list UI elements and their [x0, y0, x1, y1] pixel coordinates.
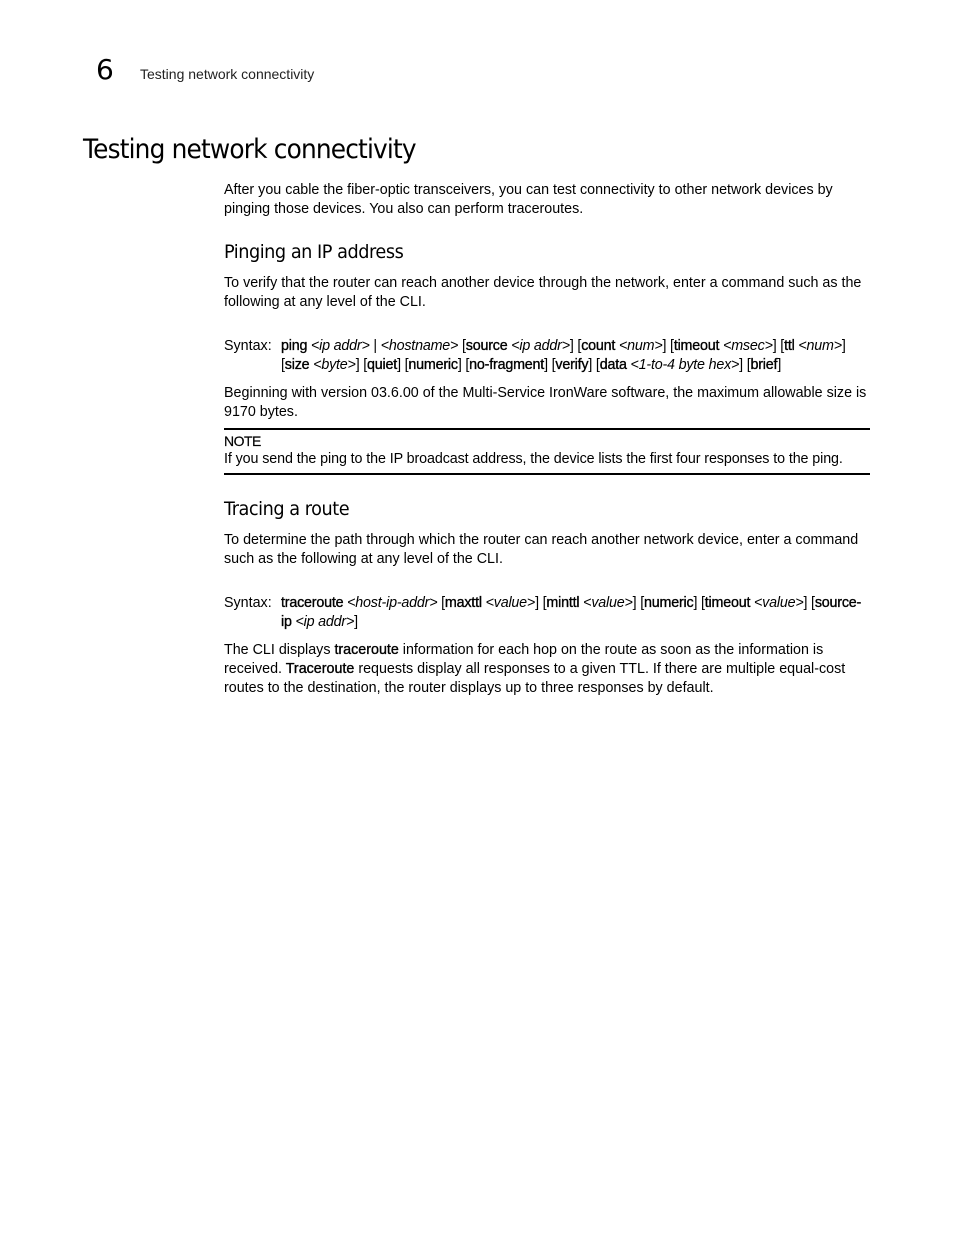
- syntax-text: ]: [777, 357, 782, 373]
- syntax-text: information for each hop on the route as soon as the information is received.: [224, 642, 824, 677]
- command-keyword: minttl: [546, 595, 580, 611]
- trace-section-heading: Tracing a route: [224, 498, 350, 520]
- trace-syntax: [224, 594, 870, 632]
- syntax-text: ] [: [662, 338, 674, 354]
- page-title: Testing network connectivity: [83, 134, 416, 165]
- trace-syntax-body: [281, 594, 870, 632]
- command-keyword: traceroute: [281, 595, 344, 611]
- syntax-text: [: [458, 338, 466, 354]
- syntax-text: ] [: [772, 338, 785, 354]
- command-keyword: maxttl: [444, 595, 482, 611]
- syntax-text: ] [: [739, 357, 751, 373]
- syntax-text: The CLI displays: [224, 642, 335, 658]
- command-keyword: traceroute: [334, 642, 399, 658]
- command-keyword: numeric: [643, 595, 694, 611]
- command-keyword: size: [284, 357, 310, 373]
- syntax-text: ]: [354, 614, 358, 630]
- syntax-text: ] [: [693, 595, 705, 611]
- ping-description: To verify that the router can reach another device through the network, enter a command such as the following at any level of the CLI.: [224, 275, 862, 310]
- ping-section-heading: Pinging an IP address: [224, 241, 404, 263]
- command-keyword: Traceroute: [285, 661, 355, 677]
- syntax-text: ] [: [457, 357, 470, 373]
- command-keyword: ttl: [784, 338, 795, 354]
- command-argument: <value>: [583, 595, 633, 611]
- running-header-title: Testing network connectivity: [140, 66, 315, 82]
- command-keyword: count: [581, 338, 616, 354]
- command-keyword: source: [465, 338, 508, 354]
- command-keyword: source-ip: [281, 595, 862, 630]
- note-label: NOTE: [224, 433, 261, 449]
- command-argument: <num>: [618, 338, 663, 354]
- syntax-text: ] [: [588, 357, 600, 373]
- ping-syntax-label: Syntax:: [224, 338, 272, 354]
- command-keyword: brief: [750, 357, 778, 373]
- syntax-text: [: [437, 595, 445, 611]
- command-argument: <hostname>: [380, 338, 459, 354]
- trace-syntax-label: Syntax:: [224, 595, 272, 611]
- command-keyword: timeout: [673, 338, 720, 354]
- syntax-text: |: [369, 338, 381, 354]
- command-argument: <ip addr>: [511, 338, 570, 354]
- command-keyword: numeric: [408, 357, 458, 373]
- chapter-number: 6: [96, 53, 114, 86]
- syntax-text: ] [: [397, 357, 409, 373]
- ping-syntax-body: [281, 337, 870, 375]
- syntax-text: ] [: [632, 595, 644, 611]
- command-argument: <ip addr>: [311, 338, 370, 354]
- command-argument: <num>: [798, 338, 842, 354]
- syntax-text: ] [: [281, 338, 846, 373]
- command-keyword: timeout: [704, 595, 751, 611]
- ping-size-note: Beginning with version 03.6.00 of the Multi-Service IronWare software, the maximum allowable size is 9170 bytes.: [224, 385, 867, 420]
- command-argument: <byte>: [313, 357, 356, 373]
- ping-syntax: [224, 337, 870, 375]
- intro-paragraph: After you cable the fiber-optic transceivers, you can test connectivity to other network devices by pinging those devices. You also can perform traceroutes.: [224, 182, 833, 217]
- syntax-text: ] [: [535, 595, 547, 611]
- main-content: [224, 181, 870, 698]
- note-text: If you send the ping to the IP broadcast address, the device lists the first four responses to the ping.: [224, 451, 843, 467]
- command-argument: <ip addr>: [295, 614, 355, 630]
- command-argument: <msec>: [723, 338, 773, 354]
- command-keyword: quiet: [367, 357, 398, 373]
- command-argument: <value>: [485, 595, 536, 611]
- trace-description: To determine the path through which the router can reach another network device, enter a command such as the following at any level of the CLI.: [224, 532, 859, 567]
- syntax-text: ] [: [544, 357, 556, 373]
- command-keyword: data: [599, 357, 627, 373]
- command-argument: <1-to-4 byte hex>: [630, 357, 740, 373]
- note-box: [224, 428, 870, 475]
- command-argument: <value>: [754, 595, 804, 611]
- syntax-text: ] [: [355, 357, 368, 373]
- trace-result-paragraph: [224, 641, 870, 698]
- syntax-text: ] [: [803, 595, 815, 611]
- syntax-text: requests display all responses to a given TTL. If there are multiple equal-cost routes to the destination, the router displays up to three responses by default.: [224, 661, 846, 696]
- command-keyword: verify: [555, 357, 589, 373]
- command-keyword: ping: [281, 338, 308, 354]
- command-argument: <host-ip-addr>: [347, 595, 438, 611]
- syntax-text: ] [: [569, 338, 582, 354]
- command-keyword: no-fragment: [469, 357, 545, 373]
